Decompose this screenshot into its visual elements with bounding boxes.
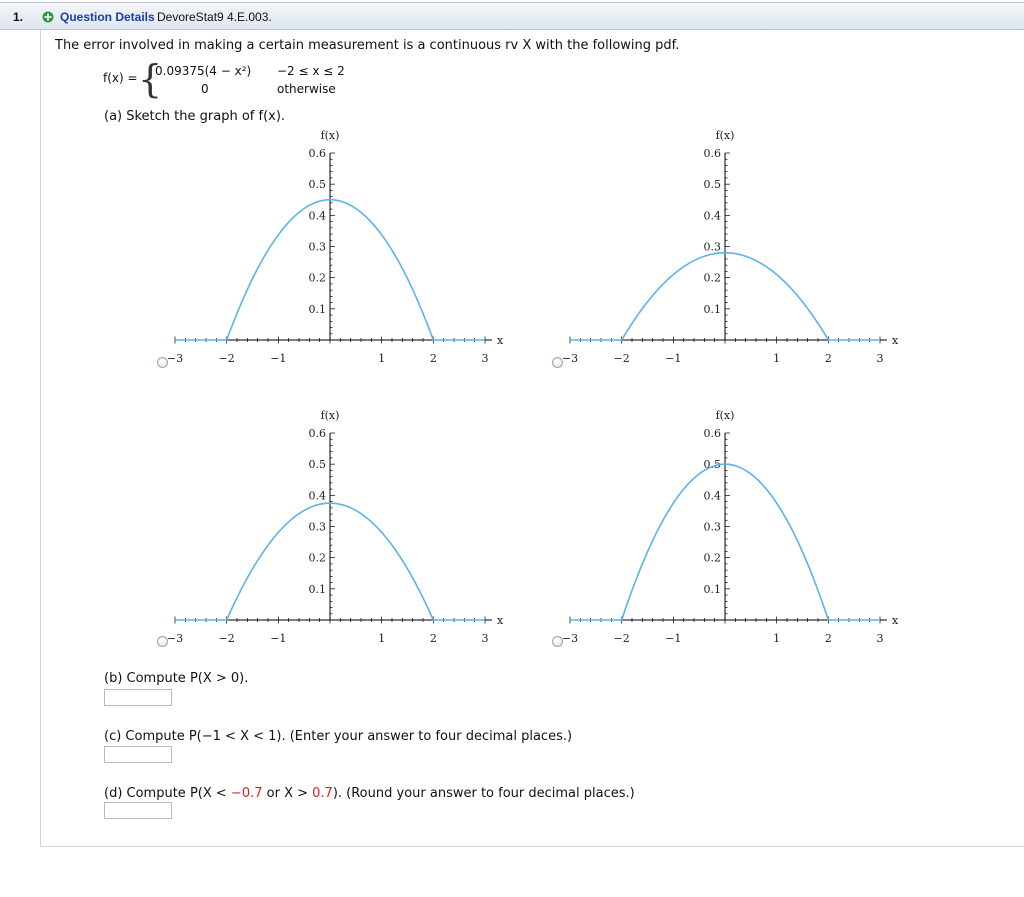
y-tick-label: 0.3 bbox=[703, 520, 721, 534]
x-tick-label: −1 bbox=[270, 352, 287, 365]
x-axis-label: x bbox=[497, 334, 504, 347]
part-d-value-2: 0.7 bbox=[312, 786, 333, 801]
y-tick-label: 0.4 bbox=[308, 209, 326, 223]
y-tick-label: 0.4 bbox=[703, 209, 721, 223]
problem-intro: The error involved in making a certain measurement is a continuous rv X with the following pdf. bbox=[55, 38, 680, 53]
y-tick-label: 0.5 bbox=[308, 458, 326, 472]
y-axis-label: f(x) bbox=[715, 129, 735, 142]
y-tick-label: 0.2 bbox=[703, 271, 721, 285]
part-d-prefix: (d) Compute P(X < bbox=[104, 786, 231, 801]
y-tick-label: 0.4 bbox=[703, 489, 721, 503]
part-c-answer-input[interactable] bbox=[104, 746, 172, 763]
x-tick-label: 2 bbox=[824, 632, 832, 645]
y-tick-label: 0.3 bbox=[703, 240, 721, 254]
case2-expression: 0 bbox=[201, 82, 209, 96]
y-tick-label: 0.1 bbox=[703, 302, 721, 316]
x-tick-label: −2 bbox=[218, 352, 235, 365]
y-tick-label: 0.5 bbox=[703, 458, 721, 472]
x-tick-label: −2 bbox=[613, 632, 630, 645]
y-tick-label: 0.6 bbox=[308, 147, 326, 160]
part-d-value-1: −0.7 bbox=[230, 786, 263, 801]
x-tick-label: −2 bbox=[613, 352, 630, 365]
x-axis-label: x bbox=[892, 614, 899, 627]
case1-expression: 0.09375(4 − x²) bbox=[155, 64, 252, 78]
fx-label: f(x) = bbox=[103, 71, 138, 85]
x-tick-label: −3 bbox=[166, 632, 184, 645]
y-tick-label: 0.3 bbox=[308, 520, 326, 534]
x-tick-label: 2 bbox=[824, 352, 832, 365]
y-tick-label: 0.3 bbox=[308, 240, 326, 254]
y-tick-label: 0.2 bbox=[703, 551, 721, 565]
y-tick-label: 0.1 bbox=[308, 582, 326, 596]
x-tick-label: 2 bbox=[429, 352, 437, 365]
y-tick-label: 0.2 bbox=[308, 551, 326, 565]
x-tick-label: −1 bbox=[665, 632, 682, 645]
graph-option-2 bbox=[561, 125, 905, 370]
y-axis-label: f(x) bbox=[320, 129, 340, 142]
y-tick-label: 0.5 bbox=[308, 178, 326, 192]
y-axis-label: f(x) bbox=[320, 409, 340, 422]
piecewise-brace: { bbox=[138, 57, 163, 101]
y-tick-label: 0.1 bbox=[703, 582, 721, 596]
x-tick-label: 3 bbox=[876, 632, 884, 645]
x-tick-label: 1 bbox=[773, 352, 781, 365]
x-tick-label: −3 bbox=[166, 352, 184, 365]
graph-option-1 bbox=[166, 125, 510, 370]
part-d-mid: or X > bbox=[262, 786, 313, 801]
x-tick-label: 1 bbox=[378, 352, 386, 365]
question-number: 1. bbox=[13, 10, 24, 24]
x-axis-label: x bbox=[497, 614, 504, 627]
x-tick-label: 3 bbox=[481, 352, 489, 365]
x-tick-label: −3 bbox=[561, 352, 579, 365]
x-tick-label: 3 bbox=[876, 352, 884, 365]
y-tick-label: 0.6 bbox=[703, 427, 721, 440]
part-b-label: (b) Compute P(X > 0). bbox=[104, 671, 249, 686]
part-b-answer-input[interactable] bbox=[104, 689, 172, 706]
x-tick-label: 1 bbox=[773, 632, 781, 645]
x-tick-label: −1 bbox=[665, 352, 682, 365]
y-tick-label: 0.1 bbox=[308, 302, 326, 316]
expand-plus-icon[interactable] bbox=[42, 11, 54, 23]
y-tick-label: 0.4 bbox=[308, 489, 326, 503]
part-d-answer-input[interactable] bbox=[104, 802, 172, 819]
x-tick-label: 3 bbox=[481, 632, 489, 645]
question-code: DevoreStat9 4.E.003. bbox=[157, 10, 272, 24]
graph-option-4 bbox=[561, 405, 905, 650]
x-axis-label: x bbox=[892, 334, 899, 347]
y-tick-label: 0.6 bbox=[703, 147, 721, 160]
x-tick-label: −1 bbox=[270, 632, 287, 645]
case1-condition: −2 ≤ x ≤ 2 bbox=[277, 64, 345, 78]
part-d-suffix: ). (Round your answer to four decimal places.) bbox=[332, 786, 635, 801]
part-a-label: (a) Sketch the graph of f(x). bbox=[104, 109, 286, 124]
x-tick-label: −2 bbox=[218, 632, 235, 645]
y-tick-label: 0.6 bbox=[308, 427, 326, 440]
x-tick-label: 1 bbox=[378, 632, 386, 645]
y-tick-label: 0.5 bbox=[703, 178, 721, 192]
x-tick-label: 2 bbox=[429, 632, 437, 645]
case2-condition: otherwise bbox=[277, 82, 336, 96]
part-c-label: (c) Compute P(−1 < X < 1). (Enter your answer to four decimal places.) bbox=[104, 729, 573, 744]
graph-option-3 bbox=[166, 405, 510, 650]
part-d-label bbox=[104, 786, 635, 801]
question-details-link[interactable]: Question Details bbox=[60, 10, 155, 24]
y-tick-label: 0.2 bbox=[308, 271, 326, 285]
y-axis-label: f(x) bbox=[715, 409, 735, 422]
x-tick-label: −3 bbox=[561, 632, 579, 645]
question-header bbox=[0, 2, 1024, 30]
